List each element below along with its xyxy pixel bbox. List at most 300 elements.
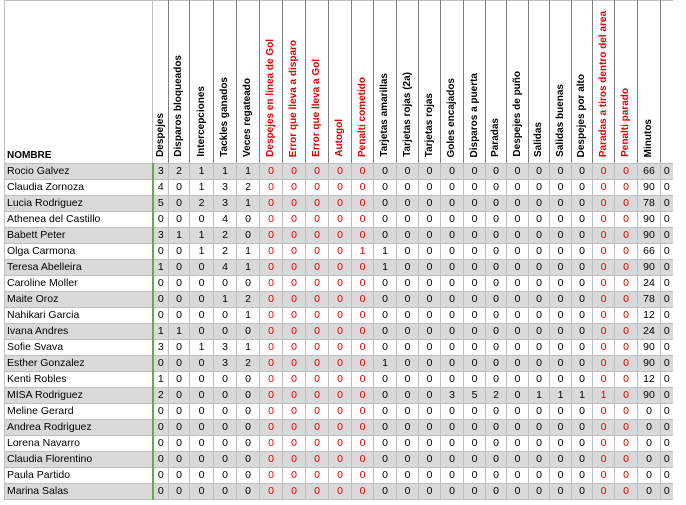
stat-cell[interactable]: 0 [329, 356, 352, 372]
stat-cell[interactable]: 1 [352, 244, 374, 260]
stat-cell[interactable]: 1 [153, 260, 169, 276]
column-header-9[interactable] [352, 1, 374, 164]
stat-cell[interactable]: 0 [507, 292, 529, 308]
stat-cell[interactable]: 0 [486, 228, 507, 244]
stat-cell[interactable]: 0 [237, 228, 260, 244]
stat-cell[interactable]: 4 [214, 212, 237, 228]
stat-cell[interactable]: 0 [464, 196, 486, 212]
stat-cell[interactable]: 0 [464, 212, 486, 228]
stat-cell[interactable]: 78 [638, 292, 661, 308]
stat-cell[interactable]: 0 [169, 372, 190, 388]
stat-cell[interactable]: 1 [529, 388, 550, 404]
column-header-4[interactable] [237, 1, 260, 164]
stat-cell[interactable]: 0 [397, 228, 419, 244]
stat-cell[interactable]: 0 [464, 484, 486, 500]
stat-cell[interactable]: 0 [190, 212, 214, 228]
stat-cell[interactable]: 0 [260, 340, 283, 356]
stat-cell[interactable]: 0 [397, 212, 419, 228]
stat-cell[interactable]: 0 [615, 180, 638, 196]
stat-cell[interactable]: 0 [190, 484, 214, 500]
stat-cell[interactable]: 0 [237, 452, 260, 468]
stat-cell[interactable]: 0 [169, 356, 190, 372]
stat-cell[interactable]: 0 [615, 212, 638, 228]
stat-cell[interactable]: 0 [283, 196, 306, 212]
stat-cell[interactable]: 0 [153, 308, 169, 324]
stat-cell[interactable]: 0 [593, 260, 615, 276]
stat-cell[interactable]: 0 [260, 468, 283, 484]
stat-cell[interactable]: 0 [572, 324, 593, 340]
stat-cell[interactable]: 0 [529, 308, 550, 324]
stat-cell[interactable]: 1 [374, 244, 397, 260]
stat-cell[interactable]: 3 [441, 388, 464, 404]
stat-cell[interactable]: 0 [283, 436, 306, 452]
player-name-cell[interactable]: Meline Gerard [5, 404, 153, 420]
extra-cell[interactable]: 0 [661, 420, 673, 436]
column-header-17[interactable] [529, 1, 550, 164]
player-name-cell[interactable]: Sofie Svava [5, 340, 153, 356]
stat-cell[interactable]: 0 [260, 436, 283, 452]
stat-cell[interactable]: 0 [486, 468, 507, 484]
stat-cell[interactable]: 0 [638, 468, 661, 484]
stat-cell[interactable]: 0 [329, 164, 352, 180]
stat-cell[interactable]: 0 [190, 468, 214, 484]
stat-cell[interactable]: 0 [374, 164, 397, 180]
stat-cell[interactable]: 0 [419, 228, 441, 244]
player-name-cell[interactable]: Olga Carmona [5, 244, 153, 260]
stat-cell[interactable]: 0 [419, 452, 441, 468]
stat-cell[interactable]: 0 [352, 468, 374, 484]
stat-cell[interactable]: 0 [329, 244, 352, 260]
stat-cell[interactable]: 0 [352, 292, 374, 308]
stat-cell[interactable]: 0 [352, 340, 374, 356]
stat-cell[interactable]: 0 [169, 196, 190, 212]
stat-cell[interactable]: 0 [507, 308, 529, 324]
stat-cell[interactable]: 1 [237, 164, 260, 180]
stat-cell[interactable]: 0 [572, 196, 593, 212]
stat-cell[interactable]: 0 [486, 308, 507, 324]
stat-cell[interactable]: 0 [441, 420, 464, 436]
stat-cell[interactable]: 0 [464, 164, 486, 180]
stat-cell[interactable]: 0 [593, 292, 615, 308]
stat-cell[interactable]: 0 [283, 212, 306, 228]
stat-cell[interactable]: 0 [572, 276, 593, 292]
stat-cell[interactable]: 0 [572, 292, 593, 308]
extra-cell[interactable]: 0 [661, 340, 673, 356]
stat-cell[interactable]: 0 [615, 452, 638, 468]
stat-cell[interactable]: 0 [507, 228, 529, 244]
stat-cell[interactable]: 0 [638, 452, 661, 468]
stat-cell[interactable]: 0 [352, 484, 374, 500]
stat-cell[interactable]: 0 [615, 244, 638, 260]
stat-cell[interactable]: 0 [550, 228, 572, 244]
stat-cell[interactable]: 0 [397, 420, 419, 436]
stat-cell[interactable]: 0 [374, 484, 397, 500]
stat-cell[interactable]: 0 [352, 276, 374, 292]
stat-cell[interactable]: 0 [615, 484, 638, 500]
stat-cell[interactable]: 0 [486, 372, 507, 388]
stat-cell[interactable]: 1 [169, 228, 190, 244]
stat-cell[interactable]: 1 [374, 356, 397, 372]
stat-cell[interactable]: 0 [260, 324, 283, 340]
stat-cell[interactable]: 0 [486, 484, 507, 500]
player-name-cell[interactable]: Athenea del Castillo [5, 212, 153, 228]
stat-cell[interactable]: 0 [572, 244, 593, 260]
stat-cell[interactable]: 0 [615, 468, 638, 484]
stat-cell[interactable]: 0 [615, 308, 638, 324]
stat-cell[interactable]: 3 [153, 228, 169, 244]
stat-cell[interactable]: 0 [464, 260, 486, 276]
stat-cell[interactable]: 0 [507, 388, 529, 404]
stat-cell[interactable]: 0 [214, 372, 237, 388]
stat-cell[interactable]: 0 [507, 356, 529, 372]
stat-cell[interactable]: 0 [329, 324, 352, 340]
stat-cell[interactable]: 0 [593, 356, 615, 372]
stat-cell[interactable]: 0 [306, 484, 329, 500]
stat-cell[interactable]: 0 [507, 212, 529, 228]
stat-cell[interactable]: 0 [214, 404, 237, 420]
stat-cell[interactable]: 0 [507, 452, 529, 468]
player-name-cell[interactable]: Lorena Navarro [5, 436, 153, 452]
stat-cell[interactable]: 0 [306, 212, 329, 228]
stat-cell[interactable]: 0 [572, 436, 593, 452]
stat-cell[interactable]: 0 [441, 212, 464, 228]
stat-cell[interactable]: 0 [486, 164, 507, 180]
stat-cell[interactable]: 0 [486, 196, 507, 212]
stat-cell[interactable]: 0 [572, 404, 593, 420]
stat-cell[interactable]: 0 [397, 484, 419, 500]
player-name-cell[interactable]: Lucia Rodriguez [5, 196, 153, 212]
stat-cell[interactable]: 0 [237, 420, 260, 436]
stat-cell[interactable]: 0 [507, 404, 529, 420]
stat-cell[interactable]: 0 [374, 372, 397, 388]
stat-cell[interactable]: 0 [638, 436, 661, 452]
stat-cell[interactable]: 0 [306, 468, 329, 484]
stat-cell[interactable]: 0 [593, 372, 615, 388]
stat-cell[interactable]: 0 [572, 180, 593, 196]
stat-cell[interactable]: 0 [550, 164, 572, 180]
stat-cell[interactable]: 0 [169, 420, 190, 436]
stat-cell[interactable]: 0 [260, 276, 283, 292]
stat-cell[interactable]: 0 [214, 388, 237, 404]
stat-cell[interactable]: 0 [169, 212, 190, 228]
stat-cell[interactable]: 0 [190, 388, 214, 404]
extra-cell[interactable]: 0 [661, 452, 673, 468]
stat-cell[interactable]: 2 [237, 356, 260, 372]
stat-cell[interactable]: 0 [464, 244, 486, 260]
stat-cell[interactable]: 0 [550, 420, 572, 436]
stat-cell[interactable]: 0 [529, 468, 550, 484]
stat-cell[interactable]: 0 [169, 452, 190, 468]
stat-cell[interactable]: 2 [190, 196, 214, 212]
column-header-15[interactable] [486, 1, 507, 164]
stat-cell[interactable]: 0 [237, 388, 260, 404]
stat-cell[interactable]: 0 [153, 420, 169, 436]
stat-cell[interactable]: 0 [529, 164, 550, 180]
stat-cell[interactable]: 0 [486, 404, 507, 420]
stat-cell[interactable]: 0 [441, 356, 464, 372]
stat-cell[interactable]: 0 [593, 276, 615, 292]
stat-cell[interactable]: 0 [419, 292, 441, 308]
stat-cell[interactable]: 0 [352, 180, 374, 196]
column-header-5[interactable] [260, 1, 283, 164]
stat-cell[interactable]: 0 [615, 260, 638, 276]
stat-cell[interactable]: 0 [374, 388, 397, 404]
stat-cell[interactable]: 0 [260, 228, 283, 244]
stat-cell[interactable]: 0 [441, 372, 464, 388]
stat-cell[interactable]: 0 [329, 452, 352, 468]
stat-cell[interactable]: 0 [190, 324, 214, 340]
stat-cell[interactable]: 0 [260, 308, 283, 324]
stat-cell[interactable]: 12 [638, 372, 661, 388]
stat-cell[interactable]: 0 [419, 420, 441, 436]
stat-cell[interactable]: 0 [464, 292, 486, 308]
stat-cell[interactable]: 0 [615, 228, 638, 244]
stat-cell[interactable]: 0 [169, 260, 190, 276]
stat-cell[interactable]: 0 [419, 308, 441, 324]
column-header-19[interactable] [572, 1, 593, 164]
stat-cell[interactable]: 0 [464, 436, 486, 452]
stat-cell[interactable]: 2 [486, 388, 507, 404]
stat-cell[interactable]: 0 [550, 436, 572, 452]
stat-cell[interactable]: 0 [529, 340, 550, 356]
player-name-cell[interactable]: MISA Rodriguez [5, 388, 153, 404]
stat-cell[interactable]: 0 [237, 324, 260, 340]
stat-cell[interactable]: 0 [397, 324, 419, 340]
stat-cell[interactable]: 0 [486, 356, 507, 372]
player-name-cell[interactable]: Ivana Andres [5, 324, 153, 340]
column-header-0[interactable] [153, 1, 169, 164]
stat-cell[interactable]: 0 [572, 372, 593, 388]
stat-cell[interactable]: 0 [550, 340, 572, 356]
stat-cell[interactable]: 0 [306, 244, 329, 260]
stat-cell[interactable]: 0 [283, 468, 306, 484]
stat-cell[interactable]: 3 [153, 340, 169, 356]
stat-cell[interactable]: 78 [638, 196, 661, 212]
stat-cell[interactable]: 0 [283, 324, 306, 340]
stat-cell[interactable]: 0 [615, 420, 638, 436]
stat-cell[interactable]: 0 [153, 276, 169, 292]
stat-cell[interactable]: 0 [153, 484, 169, 500]
stat-cell[interactable]: 0 [306, 372, 329, 388]
stat-cell[interactable]: 0 [441, 308, 464, 324]
stat-cell[interactable]: 0 [529, 420, 550, 436]
stat-cell[interactable]: 0 [593, 228, 615, 244]
stat-cell[interactable]: 0 [529, 324, 550, 340]
stat-cell[interactable]: 12 [638, 308, 661, 324]
stat-cell[interactable]: 0 [153, 452, 169, 468]
stat-cell[interactable]: 1 [237, 244, 260, 260]
stat-cell[interactable]: 0 [615, 196, 638, 212]
column-header-10[interactable] [374, 1, 397, 164]
stat-cell[interactable]: 0 [374, 468, 397, 484]
extra-cell[interactable]: 0 [661, 292, 673, 308]
stat-cell[interactable]: 0 [260, 164, 283, 180]
stat-cell[interactable]: 0 [507, 420, 529, 436]
stat-cell[interactable]: 0 [572, 356, 593, 372]
stat-cell[interactable]: 2 [214, 244, 237, 260]
stat-cell[interactable]: 0 [329, 372, 352, 388]
stat-cell[interactable]: 0 [486, 260, 507, 276]
stat-cell[interactable]: 0 [374, 276, 397, 292]
player-name-cell[interactable]: Marina Salas [5, 484, 153, 500]
stat-cell[interactable]: 0 [169, 484, 190, 500]
stat-cell[interactable]: 0 [374, 292, 397, 308]
stat-cell[interactable]: 0 [153, 468, 169, 484]
column-header-8[interactable] [329, 1, 352, 164]
stat-cell[interactable]: 0 [529, 356, 550, 372]
stat-cell[interactable]: 0 [190, 308, 214, 324]
stat-cell[interactable]: 0 [190, 292, 214, 308]
stat-cell[interactable]: 0 [529, 212, 550, 228]
column-header-20[interactable] [593, 1, 615, 164]
stat-cell[interactable]: 0 [283, 244, 306, 260]
extra-cell[interactable]: 0 [661, 244, 673, 260]
stat-cell[interactable]: 0 [283, 308, 306, 324]
stat-cell[interactable]: 1 [190, 180, 214, 196]
stat-cell[interactable]: 90 [638, 180, 661, 196]
stat-cell[interactable]: 0 [260, 452, 283, 468]
stat-cell[interactable]: 0 [306, 436, 329, 452]
column-header-1[interactable] [169, 1, 190, 164]
stat-cell[interactable]: 1 [153, 372, 169, 388]
stat-cell[interactable]: 0 [486, 452, 507, 468]
column-header-12[interactable] [419, 1, 441, 164]
stat-cell[interactable]: 90 [638, 228, 661, 244]
stat-cell[interactable]: 0 [260, 212, 283, 228]
stat-cell[interactable]: 0 [464, 276, 486, 292]
stat-cell[interactable]: 0 [529, 196, 550, 212]
stat-cell[interactable]: 0 [419, 244, 441, 260]
stat-cell[interactable]: 0 [306, 228, 329, 244]
stat-cell[interactable]: 0 [441, 292, 464, 308]
stat-cell[interactable]: 1 [237, 260, 260, 276]
stat-cell[interactable]: 0 [260, 356, 283, 372]
stat-cell[interactable]: 0 [615, 356, 638, 372]
stat-cell[interactable]: 0 [486, 276, 507, 292]
stat-cell[interactable]: 0 [283, 420, 306, 436]
stat-cell[interactable]: 0 [441, 244, 464, 260]
stat-cell[interactable]: 24 [638, 324, 661, 340]
stat-cell[interactable]: 66 [638, 244, 661, 260]
stat-cell[interactable]: 0 [464, 452, 486, 468]
stat-cell[interactable]: 0 [529, 180, 550, 196]
stat-cell[interactable]: 0 [260, 196, 283, 212]
stat-cell[interactable]: 0 [419, 340, 441, 356]
player-name-cell[interactable]: Andrea Rodriguez [5, 420, 153, 436]
stat-cell[interactable]: 0 [214, 436, 237, 452]
stat-cell[interactable]: 0 [419, 372, 441, 388]
stat-cell[interactable]: 0 [329, 420, 352, 436]
stat-cell[interactable]: 0 [397, 180, 419, 196]
stat-cell[interactable]: 0 [329, 292, 352, 308]
stat-cell[interactable]: 0 [550, 468, 572, 484]
stat-cell[interactable]: 0 [529, 276, 550, 292]
stat-cell[interactable]: 0 [283, 356, 306, 372]
stat-cell[interactable]: 0 [329, 404, 352, 420]
column-header-13[interactable] [441, 1, 464, 164]
stat-cell[interactable]: 1 [237, 340, 260, 356]
stat-cell[interactable]: 0 [507, 324, 529, 340]
stat-cell[interactable]: 0 [374, 196, 397, 212]
stat-cell[interactable]: 0 [397, 244, 419, 260]
stat-cell[interactable]: 0 [529, 228, 550, 244]
stat-cell[interactable]: 0 [464, 308, 486, 324]
stat-cell[interactable]: 0 [441, 452, 464, 468]
stat-cell[interactable]: 0 [260, 180, 283, 196]
stat-cell[interactable]: 0 [397, 372, 419, 388]
stat-cell[interactable]: 0 [593, 340, 615, 356]
column-header-21[interactable] [615, 1, 638, 164]
stat-cell[interactable]: 0 [507, 276, 529, 292]
stat-cell[interactable]: 0 [419, 180, 441, 196]
stat-cell[interactable]: 0 [464, 420, 486, 436]
stat-cell[interactable]: 0 [572, 340, 593, 356]
stat-cell[interactable]: 3 [214, 196, 237, 212]
player-name-cell[interactable]: Paula Partido [5, 468, 153, 484]
stat-cell[interactable]: 0 [593, 164, 615, 180]
column-header-16[interactable] [507, 1, 529, 164]
extra-cell[interactable]: 0 [661, 260, 673, 276]
stat-cell[interactable]: 0 [507, 260, 529, 276]
stat-cell[interactable]: 0 [190, 276, 214, 292]
stat-cell[interactable]: 0 [352, 420, 374, 436]
stat-cell[interactable]: 0 [593, 308, 615, 324]
stat-cell[interactable]: 0 [529, 260, 550, 276]
stat-cell[interactable]: 0 [352, 356, 374, 372]
stat-cell[interactable]: 0 [190, 372, 214, 388]
stat-cell[interactable]: 0 [397, 468, 419, 484]
stat-cell[interactable]: 0 [374, 452, 397, 468]
stat-cell[interactable]: 0 [615, 340, 638, 356]
stat-cell[interactable]: 0 [283, 372, 306, 388]
stat-cell[interactable]: 0 [419, 196, 441, 212]
extra-cell[interactable]: 0 [661, 404, 673, 420]
stat-cell[interactable]: 0 [593, 468, 615, 484]
stat-cell[interactable]: 0 [572, 468, 593, 484]
stat-cell[interactable]: 0 [486, 436, 507, 452]
stat-cell[interactable]: 0 [190, 356, 214, 372]
stat-cell[interactable]: 0 [352, 164, 374, 180]
stat-cell[interactable]: 0 [441, 404, 464, 420]
stat-cell[interactable]: 0 [352, 260, 374, 276]
stat-cell[interactable]: 0 [397, 436, 419, 452]
stat-cell[interactable]: 5 [464, 388, 486, 404]
stat-cell[interactable]: 0 [169, 244, 190, 260]
stat-cell[interactable]: 0 [214, 420, 237, 436]
stat-cell[interactable]: 0 [486, 324, 507, 340]
stat-cell[interactable]: 0 [507, 436, 529, 452]
column-header-2[interactable] [190, 1, 214, 164]
player-name-cell[interactable]: Nahikari Garcia [5, 308, 153, 324]
stat-cell[interactable]: 0 [237, 468, 260, 484]
stat-cell[interactable]: 1 [237, 308, 260, 324]
stat-cell[interactable]: 0 [374, 420, 397, 436]
stat-cell[interactable]: 0 [550, 196, 572, 212]
stat-cell[interactable]: 1 [550, 388, 572, 404]
stat-cell[interactable]: 90 [638, 388, 661, 404]
stat-cell[interactable]: 0 [441, 340, 464, 356]
stat-cell[interactable]: 0 [464, 324, 486, 340]
stat-cell[interactable]: 0 [507, 164, 529, 180]
column-header-11[interactable] [397, 1, 419, 164]
stat-cell[interactable]: 0 [237, 436, 260, 452]
stat-cell[interactable]: 0 [329, 196, 352, 212]
stat-cell[interactable]: 0 [572, 228, 593, 244]
stat-cell[interactable]: 4 [214, 260, 237, 276]
column-header-14[interactable] [464, 1, 486, 164]
stat-cell[interactable]: 0 [550, 324, 572, 340]
stat-cell[interactable]: 0 [397, 340, 419, 356]
